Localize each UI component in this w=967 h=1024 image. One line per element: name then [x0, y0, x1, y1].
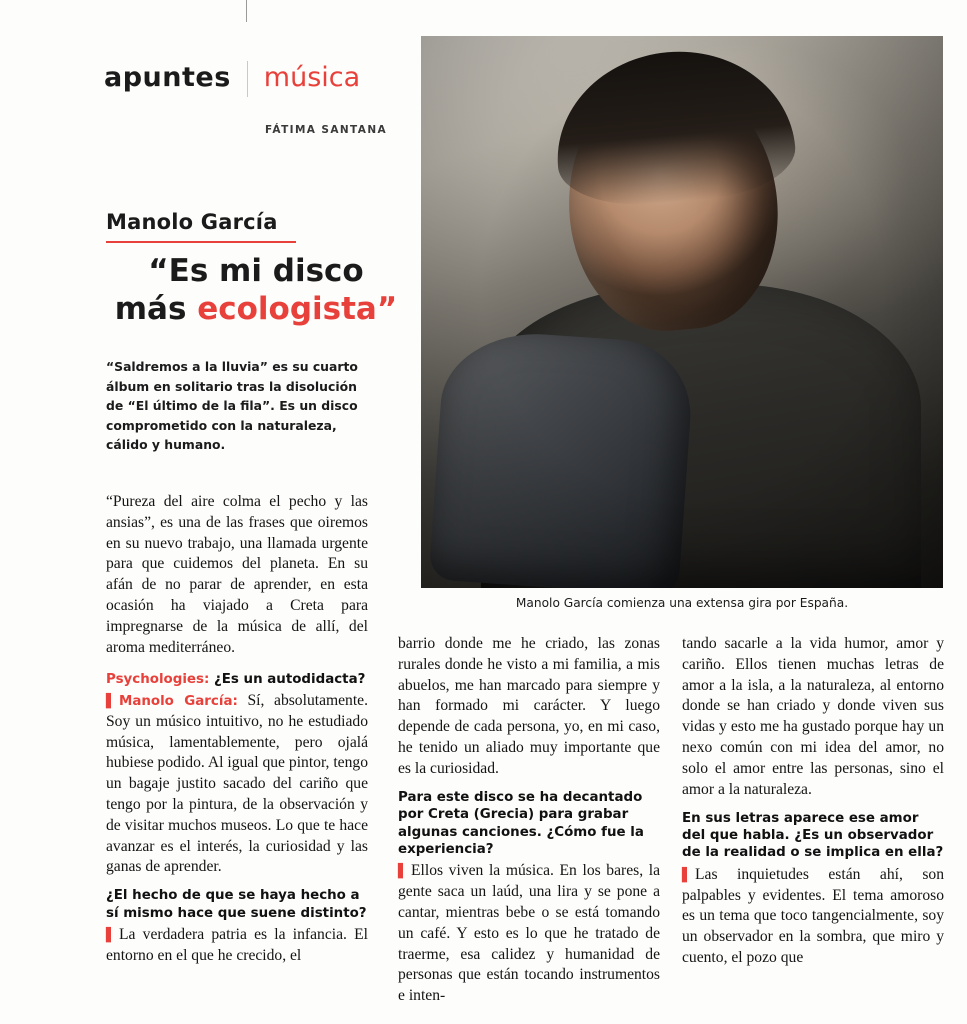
artist-name: Manolo García — [106, 210, 278, 234]
masthead-divider — [247, 61, 248, 97]
answer-3-text: Ellos viven la música. En los bares, la gente saca un laúd, una lira y se pone a cantar, mientras bebe o se está tomando un café. Y esto es lo que he tratado de traerme, esa calidez y humanidad de personas que están tocando instrumentos e inten- — [398, 862, 660, 1005]
subsection-title: música — [263, 62, 361, 93]
gutter-rule — [246, 0, 247, 22]
bullet-icon: ▌ — [106, 693, 116, 709]
answer-3 — [398, 861, 660, 1007]
answer-4-text: Las inquietudes están ahí, son palpables y evidentes. El tema amoroso es un tema que toco tangencialmente, soy un observador en la sombra, que miro y cuento, el pozo que — [682, 865, 944, 967]
section-title: apuntes — [104, 62, 231, 93]
intro-paragraph: “Pureza del aire colma el pecho y las ansias”, es una de las frases que oiremos en su nuevo trabajo, una llamada urgente para que cuidemos del planeta. En su afán de no parar de aprender, en esta ocasión ha viajado a Creta para impregnarse de la música de allí, del aroma mediterráneo. — [106, 493, 368, 656]
answer-2-continued: barrio donde me he criado, las zonas rurales donde he visto a mi familia, a mis abuelos, me han marcado para siempre y han formado mi carácter. Y luego depende de cada persona, yo, en mi caso, he tenido un aliado muy importante que es la curiosidad. — [398, 635, 660, 777]
headline-accent: ecologista” — [197, 291, 398, 328]
body-column-2 — [398, 634, 660, 1007]
question-4: En sus letras aparece ese amor del que habla. ¿Es un observador de la realidad o se implica en ella? — [682, 810, 944, 861]
standfirst: “Saldremos a la lluvia” es su cuarto álbum en solitario tras la disolución de “El último de la fila”. Es un disco comprometido con la naturaleza, cálido y humano. — [106, 359, 358, 453]
headline-line-2 — [106, 290, 406, 328]
body-column-3 — [682, 634, 944, 969]
artist-name-rule — [106, 241, 296, 243]
question-1 — [106, 671, 368, 688]
question-3: Para este disco se ha decantado por Creta (Grecia) para grabar algunas canciones. ¿Cómo fue la experiencia? — [398, 789, 644, 857]
answer-3-continued: tando sacarle a la vida humor, amor y cariño. Ellos tienen muchas letras de amor a la isla, a la naturaleza, al entorno donde se han criado y donde viven sus vidas y esto me ha gustado porque hay un nexo común con mi idea del amor, no solo el amor entre las personas, sino el amor a la naturaleza. — [682, 635, 944, 798]
artist-photo — [421, 36, 943, 588]
photo-caption: Manolo García comienza una extensa gira por España. — [515, 596, 849, 610]
answer-1 — [106, 691, 368, 878]
bullet-icon: ▌ — [106, 928, 116, 944]
question-2: ¿El hecho de que se haya hecho a sí mismo hace que suene distinto? — [106, 888, 367, 921]
author-byline: FÁTIMA SANTANA — [265, 124, 388, 136]
body-column-1 — [106, 492, 368, 967]
photo-vignette — [421, 36, 943, 588]
masthead — [104, 64, 360, 100]
answer-2-text: La verdadera patria es la infancia. El entorno en el que he crecido, el — [106, 926, 368, 964]
headline-line-1: “Es mi disco — [148, 253, 364, 289]
speaker-label: Manolo García: — [119, 693, 238, 709]
question-1-text: ¿Es un autodidacta? — [209, 671, 366, 687]
answer-2 — [106, 925, 368, 967]
interviewer-label: Psychologies: — [106, 671, 210, 687]
bullet-icon: ▌ — [398, 864, 408, 880]
headline — [106, 252, 406, 328]
headline-plain: más — [114, 291, 198, 328]
bullet-icon: ▌ — [682, 867, 692, 883]
answer-1-text: Sí, absolutamente. Soy un músico intuitivo, no he estudiado música, lamentablemente, pero ojalá hubiese podido. Al igual que pintor, tengo un bagaje justito sacado del cariño que tengo por la pintura, de la observación y de visitar muchos museos. Lo que te hace avanzar es el interés, la curiosidad y las ganas de aprender. — [106, 691, 368, 876]
answer-4 — [682, 865, 944, 969]
